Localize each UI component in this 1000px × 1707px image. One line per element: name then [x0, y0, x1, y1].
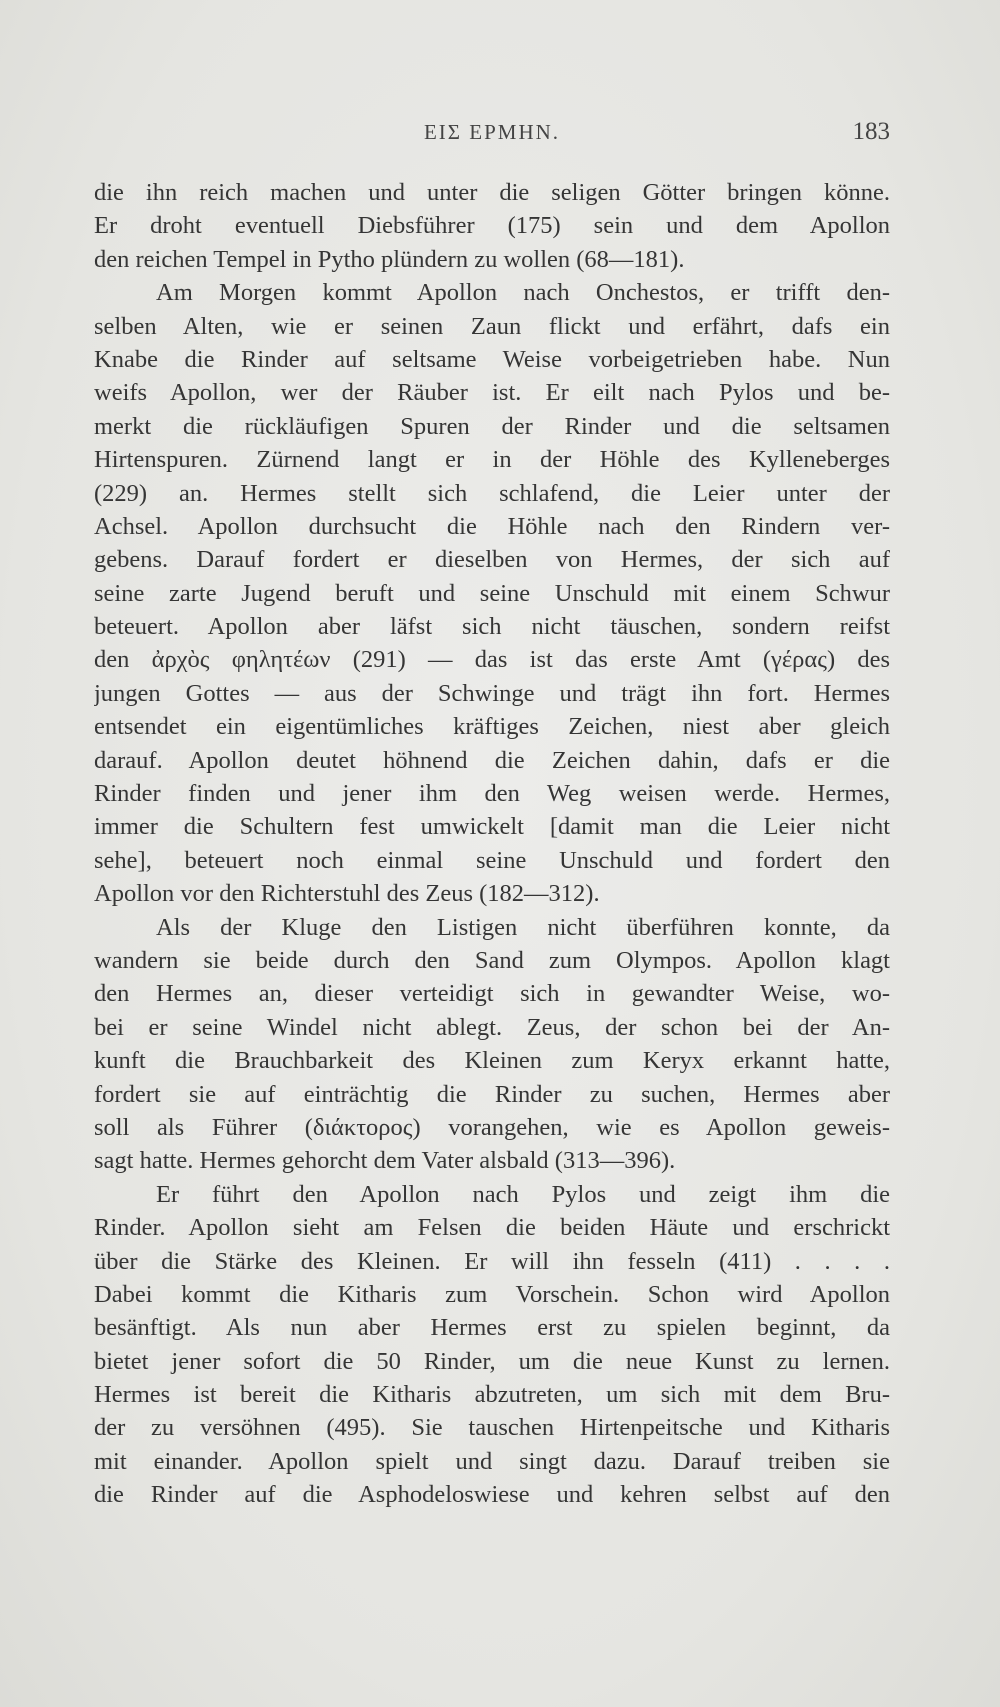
text-line: besänftigt. Als nun aber Hermes erst zu spielen beginnt, da: [94, 1314, 890, 1342]
text-line: Hermes ist bereit die Kitharis abzutreten, um sich mit dem Bru-: [94, 1381, 890, 1409]
text-line: den ἀρχὸς φηλητέων (291) — das ist das erste Amt (γέρας) des: [94, 646, 890, 674]
text-line: beteuert. Apollon aber läfst sich nicht täuschen, sondern reifst: [94, 613, 890, 641]
text-line: entsendet ein eigentümliches kräftiges Zeichen, niest aber gleich: [94, 713, 890, 741]
text-line: die ihn reich machen und unter die seligen Götter bringen könne.: [94, 179, 890, 206]
text-line: Er droht eventuell Diebsführer (175) sein und dem Apollon: [94, 212, 890, 240]
text-line: seine zarte Jugend beruft und seine Unschuld mit einem Schwur: [94, 579, 890, 607]
page-number: 183: [852, 118, 890, 145]
text-line: merkt die rückläufigen Spuren der Rinder und die seltsamen: [94, 412, 890, 440]
text-line: immer die Schultern fest umwickelt [damit man die Leier nicht: [94, 813, 890, 841]
text-line: kunft die Brauchbarkeit des Kleinen zum Keryx erkannt hatte,: [94, 1047, 890, 1075]
page-header: [94, 120, 890, 154]
text-line: Apollon vor den Richterstuhl des Zeus (182—312).: [94, 880, 600, 908]
text-line: Rinder finden und jener ihm den Weg weisen werde. Hermes,: [94, 780, 890, 808]
text-line: soll als Führer (διάκτορος) vorangehen, wie es Apollon geweis-: [94, 1113, 890, 1141]
body-text: [94, 176, 890, 1512]
text-line: über die Stärke des Kleinen. Er will ihn fesseln (411) . . . .: [94, 1247, 890, 1275]
text-line: Rinder. Apollon sieht am Felsen die beiden Häute und erschrickt: [94, 1214, 890, 1242]
text-line: den reichen Tempel in Pytho plündern zu wollen (68—181).: [94, 245, 685, 273]
text-line: gebens. Darauf fordert er dieselben von Hermes, der sich auf: [94, 546, 890, 574]
text-line: die Rinder auf die Asphodeloswiese und kehren selbst auf den: [94, 1481, 890, 1509]
text-line: den Hermes an, dieser verteidigt sich in gewandter Weise, wo-: [94, 980, 890, 1008]
text-line: selben Alten, wie er seinen Zaun flickt und erfährt, dafs ein: [94, 312, 890, 340]
text-line: darauf. Apollon deutet höhnend die Zeichen dahin, dafs er die: [94, 746, 890, 774]
text-line: (229) an. Hermes stellt sich schlafend, die Leier unter der: [94, 479, 890, 507]
text-line: der zu versöhnen (495). Sie tauschen Hirtenpeitsche und Kitharis: [94, 1414, 890, 1442]
text-line: Als der Kluge den Listigen nicht überführen konnte, da: [156, 913, 890, 941]
text-line: weifs Apollon, wer der Räuber ist. Er eilt nach Pylos und be-: [94, 379, 890, 407]
text-line: Am Morgen kommt Apollon nach Onchestos, er trifft den-: [156, 279, 890, 307]
running-title: ΕΙΣ ΕΡΜΗΝ.: [423, 120, 561, 144]
text-line: Knabe die Rinder auf seltsame Weise vorbeigetrieben habe. Nun: [94, 345, 890, 373]
text-line: wandern sie beide durch den Sand zum Olympos. Apollon klagt: [94, 946, 890, 974]
text-line: mit einander. Apollon spielt und singt dazu. Darauf treiben sie: [94, 1447, 890, 1475]
text-line: jungen Gottes — aus der Schwinge und trägt ihn fort. Hermes: [94, 679, 890, 707]
text-line: sagt hatte. Hermes gehorcht dem Vater alsbald (313—396).: [94, 1147, 676, 1175]
text-line: sehe], beteuert noch einmal seine Unschuld und fordert den: [94, 846, 890, 874]
text-line: bei er seine Windel nicht ablegt. Zeus, der schon bei der An-: [94, 1013, 890, 1041]
text-line: fordert sie auf einträchtig die Rinder zu suchen, Hermes aber: [94, 1080, 890, 1108]
text-line: Dabei kommt die Kitharis zum Vorschein. Schon wird Apollon: [94, 1280, 890, 1308]
text-line: Hirtenspuren. Zürnend langt er in der Höhle des Kylleneberges: [94, 446, 890, 474]
text-line: Achsel. Apollon durchsucht die Höhle nach den Rindern ver-: [94, 512, 890, 540]
text-line: Er führt den Apollon nach Pylos und zeigt ihm die: [156, 1180, 890, 1208]
text-line: bietet jener sofort die 50 Rinder, um die neue Kunst zu lernen.: [94, 1347, 890, 1375]
